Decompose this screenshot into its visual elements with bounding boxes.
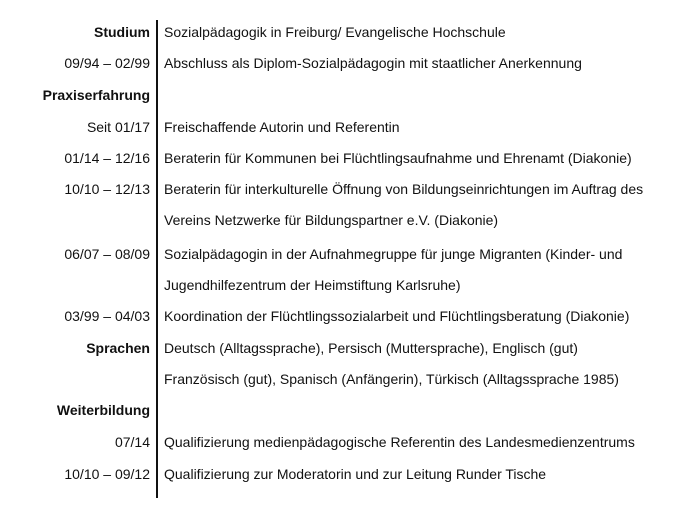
date-range: 09/94 – 02/99 — [64, 55, 150, 71]
entry-row — [0, 462, 683, 486]
entry-text: Beraterin für interkulturelle Öffnung von Bildungseinrichtungen im Auftrag des — [164, 181, 644, 197]
entry-text: Jugendhilfezentrum der Heimstiftung Karlsruhe) — [164, 277, 461, 293]
date-range: 10/10 – 12/13 — [64, 181, 150, 197]
entry-text: Sozialpädagogin in der Aufnahmegruppe für junge Migranten (Kinder- und — [164, 246, 623, 262]
entry-continuation-row — [0, 367, 683, 391]
entry-text: Koordination der Flüchtlingssozialarbeit und Flüchtlingsberatung (Diakonie) — [164, 308, 630, 324]
date-range: 10/10 – 09/12 — [64, 466, 150, 482]
entry-text: Sozialpädagogik in Freiburg/ Evangelische Hochschule — [164, 24, 506, 40]
section-row-weiterbildung — [0, 398, 683, 422]
entry-continuation-row — [0, 208, 683, 232]
date-range: 03/99 – 04/03 — [64, 308, 150, 324]
section-row-praxiserfahrung — [0, 83, 683, 107]
date-range: 01/14 – 12/16 — [64, 150, 150, 166]
date-range: 07/14 — [114, 434, 150, 450]
entry-row — [0, 146, 683, 170]
section-row-studium — [0, 20, 683, 44]
section-heading-studium: Studium — [94, 24, 150, 40]
entry-text: Qualifizierung medienpädagogische Referentin des Landesmedienzentrums — [164, 434, 635, 450]
date-range: 06/07 – 08/09 — [64, 246, 150, 262]
entry-text: Französisch (gut), Spanisch (Anfängerin), Türkisch (Alltagssprache 1985) — [164, 371, 619, 387]
date-range: Seit 01/17 — [86, 119, 150, 135]
entry-text: Vereins Netzwerke für Bildungspartner e.V. (Diakonie) — [164, 212, 499, 228]
entry-text: Deutsch (Alltagssprache), Persisch (Muttersprache), Englisch (gut) — [164, 340, 578, 356]
section-heading-weiterbildung: Weiterbildung — [56, 402, 150, 418]
entry-row — [0, 177, 683, 201]
entry-row — [0, 304, 683, 328]
entry-continuation-row — [0, 273, 683, 297]
entry-row — [0, 430, 683, 454]
entry-text: Beraterin für Kommunen bei Flüchtlingsaufnahme und Ehrenamt (Diakonie) — [164, 150, 632, 166]
entry-text: Abschluss als Diplom-Sozialpädagogin mit staatlicher Anerkennung — [164, 55, 582, 71]
section-row-sprachen — [0, 336, 683, 360]
section-heading-praxiserfahrung: Praxiserfahrung — [42, 87, 150, 103]
entry-row — [0, 51, 683, 75]
section-heading-sprachen: Sprachen — [86, 340, 150, 356]
entry-row — [0, 242, 683, 266]
entry-row — [0, 115, 683, 139]
entry-text: Freischaffende Autorin und Referentin — [164, 119, 400, 135]
entry-text: Qualifizierung zur Moderatorin und zur Leitung Runder Tische — [164, 466, 547, 482]
